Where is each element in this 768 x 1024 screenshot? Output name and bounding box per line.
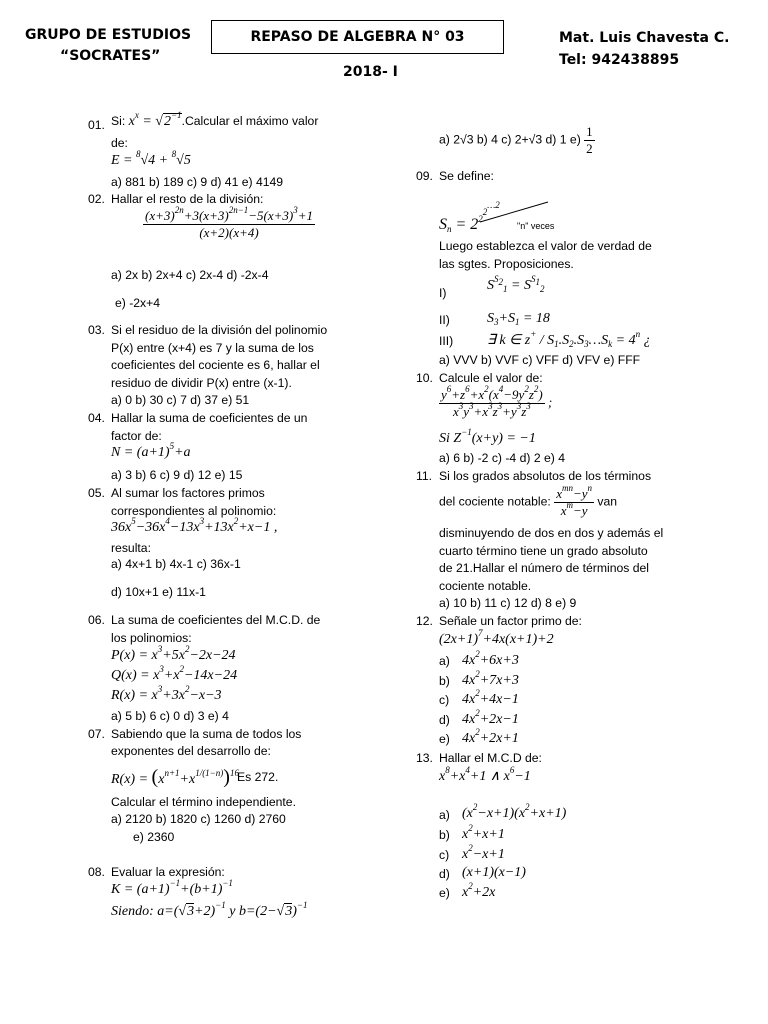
q07-line2: exponentes del desarrollo de: xyxy=(111,744,271,758)
q09-veces: "n" veces xyxy=(517,221,555,231)
q05-answers-1: a) 4x+1 b) 4x-1 c) 36x-1 xyxy=(111,557,241,571)
page-title: REPASO DE ALGEBRA N° 03 xyxy=(211,20,504,54)
q11-line6: cociente notable. xyxy=(439,579,532,593)
q11-line3: disminuyendo de dos en dos y además el xyxy=(439,526,664,540)
q07-line3: Calcular el término independiente. xyxy=(111,795,296,809)
q05-answers-2: d) 10x+1 e) 11x-1 xyxy=(111,585,206,599)
q09-prop-1-label: I) xyxy=(439,286,447,300)
group-name-line1: GRUPO DE ESTUDIOS xyxy=(25,27,192,43)
q09-definition: $S_n = 2^{2^{2^{\dots 2}}}$ xyxy=(439,200,500,234)
teacher-name: Mat. Luis Chavesta C. xyxy=(559,30,730,46)
q01-number: 01. xyxy=(88,118,105,132)
q12-opt-c: $4x^2+4x-1$ xyxy=(462,688,519,707)
q13-opt-b-label: b) xyxy=(439,828,450,842)
q13-opt-a-label: a) xyxy=(439,808,450,822)
q06-poly-p: $P(x) = x^3+5x^2-2x-24$ xyxy=(111,644,236,663)
q11-line4: cuarto término tiene un grado absoluto xyxy=(439,544,648,558)
q08-answers: a) 2√3 b) 4 c) 2+√3 d) 1 e) $\frac{1}{2}$ xyxy=(439,124,593,156)
q07-es: Es 272. xyxy=(237,770,279,784)
q09-line1: Se define: xyxy=(439,169,494,183)
q11-line1: Si los grados absolutos de los términos xyxy=(439,469,652,483)
q12-opt-d-label: d) xyxy=(439,713,450,727)
q09-prop-2-label: II) xyxy=(439,313,450,327)
q12-opt-a-label: a) xyxy=(439,654,450,668)
q13-opt-d-label: d) xyxy=(439,867,450,881)
q07-line1: Sabiendo que la suma de todos los xyxy=(111,727,302,741)
q13-opt-c: $x^2-x+1$ xyxy=(462,843,505,862)
q12-opt-c-label: c) xyxy=(439,693,450,707)
q12-opt-b-label: b) xyxy=(439,674,450,688)
q10-number: 10. xyxy=(416,371,433,385)
q09-prop-1: $S^{S_2}_1 = S^{S_1}_2$ xyxy=(487,274,545,294)
q11-number: 11. xyxy=(416,469,433,483)
q03-line2: P(x) entre (x+4) es 7 y la suma de los xyxy=(111,341,314,355)
q05-expression: $36x^5-36x^4-13x^3+13x^2+x-1$ , xyxy=(111,516,278,535)
q08-line1: Evaluar la expresión: xyxy=(111,865,225,879)
q06-poly-q: $Q(x) = x^3+x^2-14x-24$ xyxy=(111,664,238,683)
q09-prop-3-label: III) xyxy=(439,334,454,348)
q06-answers: a) 5 b) 6 c) 0 d) 3 e) 4 xyxy=(111,709,229,723)
q13-line1: Hallar el M.C.D de: xyxy=(439,751,542,765)
q03-line1: Si el residuo de la división del polinomio xyxy=(111,323,328,337)
teacher-phone: Tel: 942438895 xyxy=(559,52,680,68)
q11-answers: a) 10 b) 11 c) 12 d) 8 e) 9 xyxy=(439,596,577,610)
q12-opt-e-label: e) xyxy=(439,732,450,746)
q08-expression-k: $K = (a+1)^{-1}+(b+1)^{-1}$ xyxy=(111,878,233,897)
q09-line2: Luego establezca el valor de verdad de xyxy=(439,239,652,253)
q12-opt-e: $4x^2+2x+1$ xyxy=(462,727,519,746)
q10-line1: Calcule el valor de: xyxy=(439,371,543,385)
q09-prop-2: $S_3+S_1 = 18$ xyxy=(487,311,550,327)
q11-line2: del cociente notable: $\frac{x^{mn}-y^n}{x^m-y}$ van xyxy=(439,483,618,518)
q13-opt-e-label: e) xyxy=(439,886,450,900)
q03-line4: residuo de dividir P(x) entre (x-1). xyxy=(111,376,292,390)
q09-answers: a) VVV b) VVF c) VFF d) VFV e) FFF xyxy=(439,353,641,367)
q05-line3: resulta: xyxy=(111,541,151,555)
q09-line3: las sgtes. Proposiciones. xyxy=(439,257,574,271)
q13-opt-d: (x+1)(x−1) xyxy=(462,865,526,880)
q13-opt-c-label: c) xyxy=(439,848,450,862)
q01-answers: a) 881 b) 189 c) 9 d) 41 e) 4149 xyxy=(111,175,284,189)
q02-answers-2: e) -2x+4 xyxy=(115,296,161,310)
q12-expression: $(2x+1)^7+4x(x+1)+2$ xyxy=(439,628,554,647)
q12-opt-d: $4x^2+2x-1$ xyxy=(462,708,519,727)
q12-opt-b: $4x^2+7x+3$ xyxy=(462,669,519,688)
q09-number: 09. xyxy=(416,169,433,183)
q03-number: 03. xyxy=(88,323,105,337)
q06-poly-r: $R(x) = x^3+3x^2-x-3$ xyxy=(111,684,222,703)
q07-number: 07. xyxy=(88,727,105,741)
q13-expression: $x^8+x^4+1$ ∧ $x^6-1$ xyxy=(439,765,531,784)
q06-number: 06. xyxy=(88,613,105,627)
q05-line2: correspondientes al polinomio: xyxy=(111,504,277,518)
q08-expression-siendo: Siendo: $a=(√3+2)^{-1}$ y $b=(2-√3)^{-1}$ xyxy=(111,900,308,919)
q04-line2: factor de: xyxy=(111,429,162,443)
q02-number: 02. xyxy=(88,192,105,206)
q07-answers-1: a) 2120 b) 1820 c) 1260 d) 2760 xyxy=(111,812,286,826)
q02-statement: Hallar el resto de la división: xyxy=(111,192,264,206)
q07-answers-2: e) 2360 xyxy=(133,830,175,844)
q12-opt-a: $4x^2+6x+3$ xyxy=(462,649,519,668)
q13-opt-b: $x^2+x+1$ xyxy=(462,823,505,842)
q01-expression: E = $^8$√4 + $^8$√5 xyxy=(111,149,191,168)
q05-number: 05. xyxy=(88,486,105,500)
q04-expression: $N = (a+1)^5+a$ xyxy=(111,441,191,460)
q05-line1: Al sumar los factores primos xyxy=(111,486,265,500)
q06-line1: La suma de coeficientes del M.C.D. de xyxy=(111,613,321,627)
group-name-line2: “SOCRATES” xyxy=(60,48,161,64)
q03-answers: a) 0 b) 30 c) 7 d) 37 e) 51 xyxy=(111,393,250,407)
q04-answers: a) 3 b) 6 c) 9 d) 12 e) 15 xyxy=(111,468,243,482)
q04-line1: Hallar la suma de coeficientes de un xyxy=(111,411,308,425)
q06-line2: los polinomios: xyxy=(111,631,192,645)
q04-number: 04. xyxy=(88,411,105,425)
q01-de: de: xyxy=(111,136,128,150)
q01-statement: Si: $x^x$ = $√2^{-1}.Calcular$ el máximo valor xyxy=(111,110,319,129)
q11-line5: de 21.Hallar el número de términos del xyxy=(439,561,650,575)
q12-number: 12. xyxy=(416,614,433,628)
q13-opt-e: $x^2+2x$ xyxy=(462,881,496,900)
q07-expression: $R(x) = (x^{n+1}+x^{1/(1-n)})^{16}$ xyxy=(111,766,239,788)
q10-condition: Si $Z^{-1}(x+y) = -1$ xyxy=(439,427,536,446)
q03-line3: coeficientes del cociente es 6, hallar el xyxy=(111,358,320,372)
q13-opt-a: $(x^2-x+1)(x^2+x+1)$ xyxy=(462,802,567,821)
q12-line1: Señale un factor primo de: xyxy=(439,614,582,628)
q02-expression: $\frac{(x+3)^{2n}+3(x+3)^{2n-1}-5(x+3)^3+1}{(x+2)(x+4)}$ xyxy=(145,205,314,240)
q08-number: 08. xyxy=(88,865,105,879)
q02-answers-1: a) 2x b) 2x+4 c) 2x-4 d) -2x-4 xyxy=(111,268,269,282)
q10-expression: $\frac{y^6+z^6+x^2(x^4-9y^2z^2)}{x^3y^3+x^3z^3+y^3z^3}$ ; xyxy=(441,384,553,419)
q09-prop-3: ∃ k ∈ $z^+ / S_1.S_2.S_3\dots S_k = 4^n$ ¿ xyxy=(487,329,651,349)
q13-number: 13. xyxy=(416,751,433,765)
q10-answers: a) 6 b) -2 c) -4 d) 2 e) 4 xyxy=(439,451,565,465)
year-label: 2018- I xyxy=(343,64,398,80)
